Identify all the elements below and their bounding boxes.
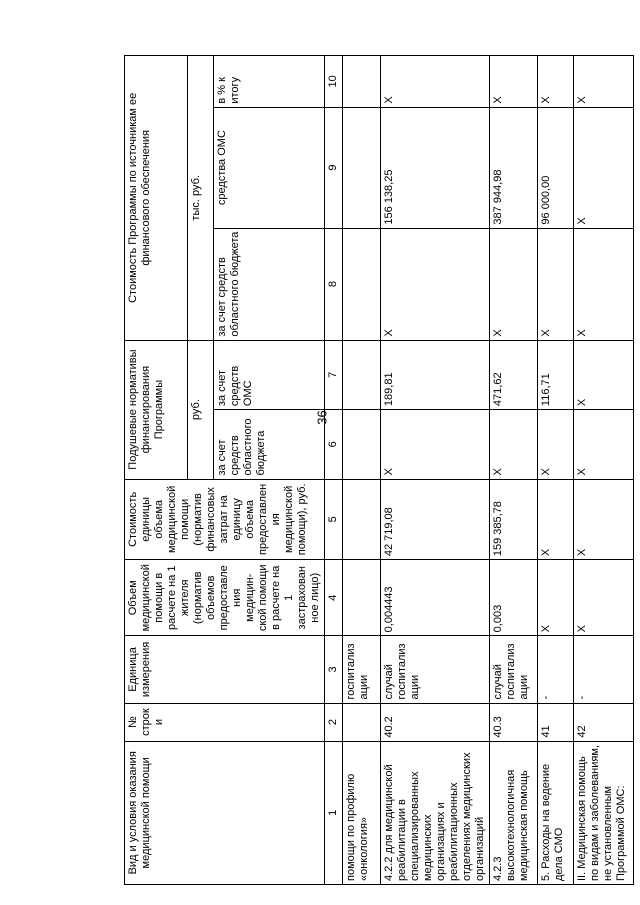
rotated-table-container: [124, 55, 627, 885]
cell-name: 5. Расходы на ведение дела СМО: [538, 741, 574, 884]
cell-cost-oms: 387 944,98: [490, 107, 538, 228]
colnum-3: 3: [325, 636, 343, 703]
cell-name: II. Медицинская помощь по видам и заболеваниям, не установленным Программой ОМС:: [574, 741, 634, 884]
cell-unit-cost: 159 385,78: [490, 479, 538, 560]
cell-unit-cost: 42 719,08: [381, 479, 490, 560]
table-row: [381, 56, 490, 885]
colnum-7: 7: [325, 340, 343, 409]
header-cost-unit: тыс. руб.: [187, 56, 213, 341]
colnum-10: 10: [325, 56, 343, 108]
cell-cost-budget: [343, 228, 381, 340]
header-normatives-unit: руб.: [187, 340, 213, 479]
cell-norm-oms: [343, 340, 381, 409]
colnum-5: 5: [325, 479, 343, 560]
cell-line: 41: [538, 703, 574, 741]
header-norm-budget: за счет средств областного бюджета: [213, 410, 324, 479]
table-row: [343, 56, 381, 885]
cell-pct: X: [490, 56, 538, 108]
cell-cost-budget: X: [574, 228, 634, 340]
cell-name: 4.2.3 высокотехнологичная медицинская помощь: [490, 741, 538, 884]
cell-name: помощи по профилю «онкология»: [343, 741, 381, 884]
cell-norm-oms: X: [574, 340, 634, 409]
cell-name: 4.2.2 для медицинской реабилитации в специализированных медицинских организациях и реабилитационных отделениях медицинских организаций: [381, 741, 490, 884]
header-volume: Объем медицинской помощи в расчете на 1 жителя (норматив объемов предоставления медицин-ской помощи в расчете на 1 застрахованное лицо): [125, 560, 325, 636]
header-cost-oms: средства ОМС: [213, 107, 324, 228]
cell-unit: госпитализ ации: [343, 636, 381, 703]
colnum-1: 1: [325, 741, 343, 884]
cell-unit-cost: X: [538, 479, 574, 560]
header-service-type: Вид и условия оказания медицинской помощи: [125, 741, 325, 884]
cell-cost-oms: 156 138,25: [381, 107, 490, 228]
header-cost-budget: за счет средств областного бюджета: [213, 228, 324, 340]
cell-unit: -: [538, 636, 574, 703]
cell-unit: случай госпитализ ации: [490, 636, 538, 703]
cell-volume: [343, 560, 381, 636]
cell-cost-oms: X: [574, 107, 634, 228]
cell-pct: X: [538, 56, 574, 108]
cell-unit: -: [574, 636, 634, 703]
cell-norm-budget: X: [574, 410, 634, 479]
colnum-2: 2: [325, 703, 343, 741]
cell-norm-oms: 189,81: [381, 340, 490, 409]
cell-cost-budget: X: [381, 228, 490, 340]
colnum-8: 8: [325, 228, 343, 340]
cell-volume: 0,003: [490, 560, 538, 636]
cell-norm-oms: 471,62: [490, 340, 538, 409]
page-number: 36: [314, 410, 330, 425]
cell-cost-oms: 96 000,00: [538, 107, 574, 228]
header-per-capita-normatives: Подушевые нормативы финансирования Программы: [125, 340, 188, 479]
cell-pct: X: [381, 56, 490, 108]
colnum-4: 4: [325, 560, 343, 636]
cell-line: 40.3: [490, 703, 538, 741]
cell-pct: [343, 56, 381, 108]
cell-norm-budget: X: [538, 410, 574, 479]
cell-norm-budget: X: [490, 410, 538, 479]
cell-volume: 0,004443: [381, 560, 490, 636]
header-pct: в % к итогу: [213, 56, 324, 108]
cell-pct: X: [574, 56, 634, 108]
cell-line: 42: [574, 703, 634, 741]
program-cost-table: [124, 55, 634, 885]
header-unit-cost: Стоимость единицы объема медицинской помощи (норматив финансовых затрат на единицу объема предоставления медицинской помощи), руб.: [125, 479, 325, 560]
table-row: [574, 56, 634, 885]
colnum-9: 9: [325, 107, 343, 228]
cell-cost-oms: [343, 107, 381, 228]
header-norm-oms: за счет средств ОМС: [213, 340, 324, 409]
cell-cost-budget: X: [490, 228, 538, 340]
header-program-cost: Стоимость Программы по источникам ее финансового обеспечения: [125, 56, 188, 341]
cell-unit-cost: X: [574, 479, 634, 560]
colnum-6: 6: [325, 410, 343, 479]
header-unit: Единица измерения: [125, 636, 325, 703]
cell-norm-budget: X: [381, 410, 490, 479]
cell-volume: X: [538, 560, 574, 636]
header-line-number: № строки: [125, 703, 325, 741]
cell-unit: случай госпитализ ации: [381, 636, 490, 703]
cell-cost-budget: X: [538, 228, 574, 340]
cell-norm-oms: 116,71: [538, 340, 574, 409]
cell-norm-budget: [343, 410, 381, 479]
cell-volume: X: [574, 560, 634, 636]
cell-line: 40.2: [381, 703, 490, 741]
cell-line: [343, 703, 381, 741]
cell-unit-cost: [343, 479, 381, 560]
table-row: [490, 56, 538, 885]
table-row: [538, 56, 574, 885]
